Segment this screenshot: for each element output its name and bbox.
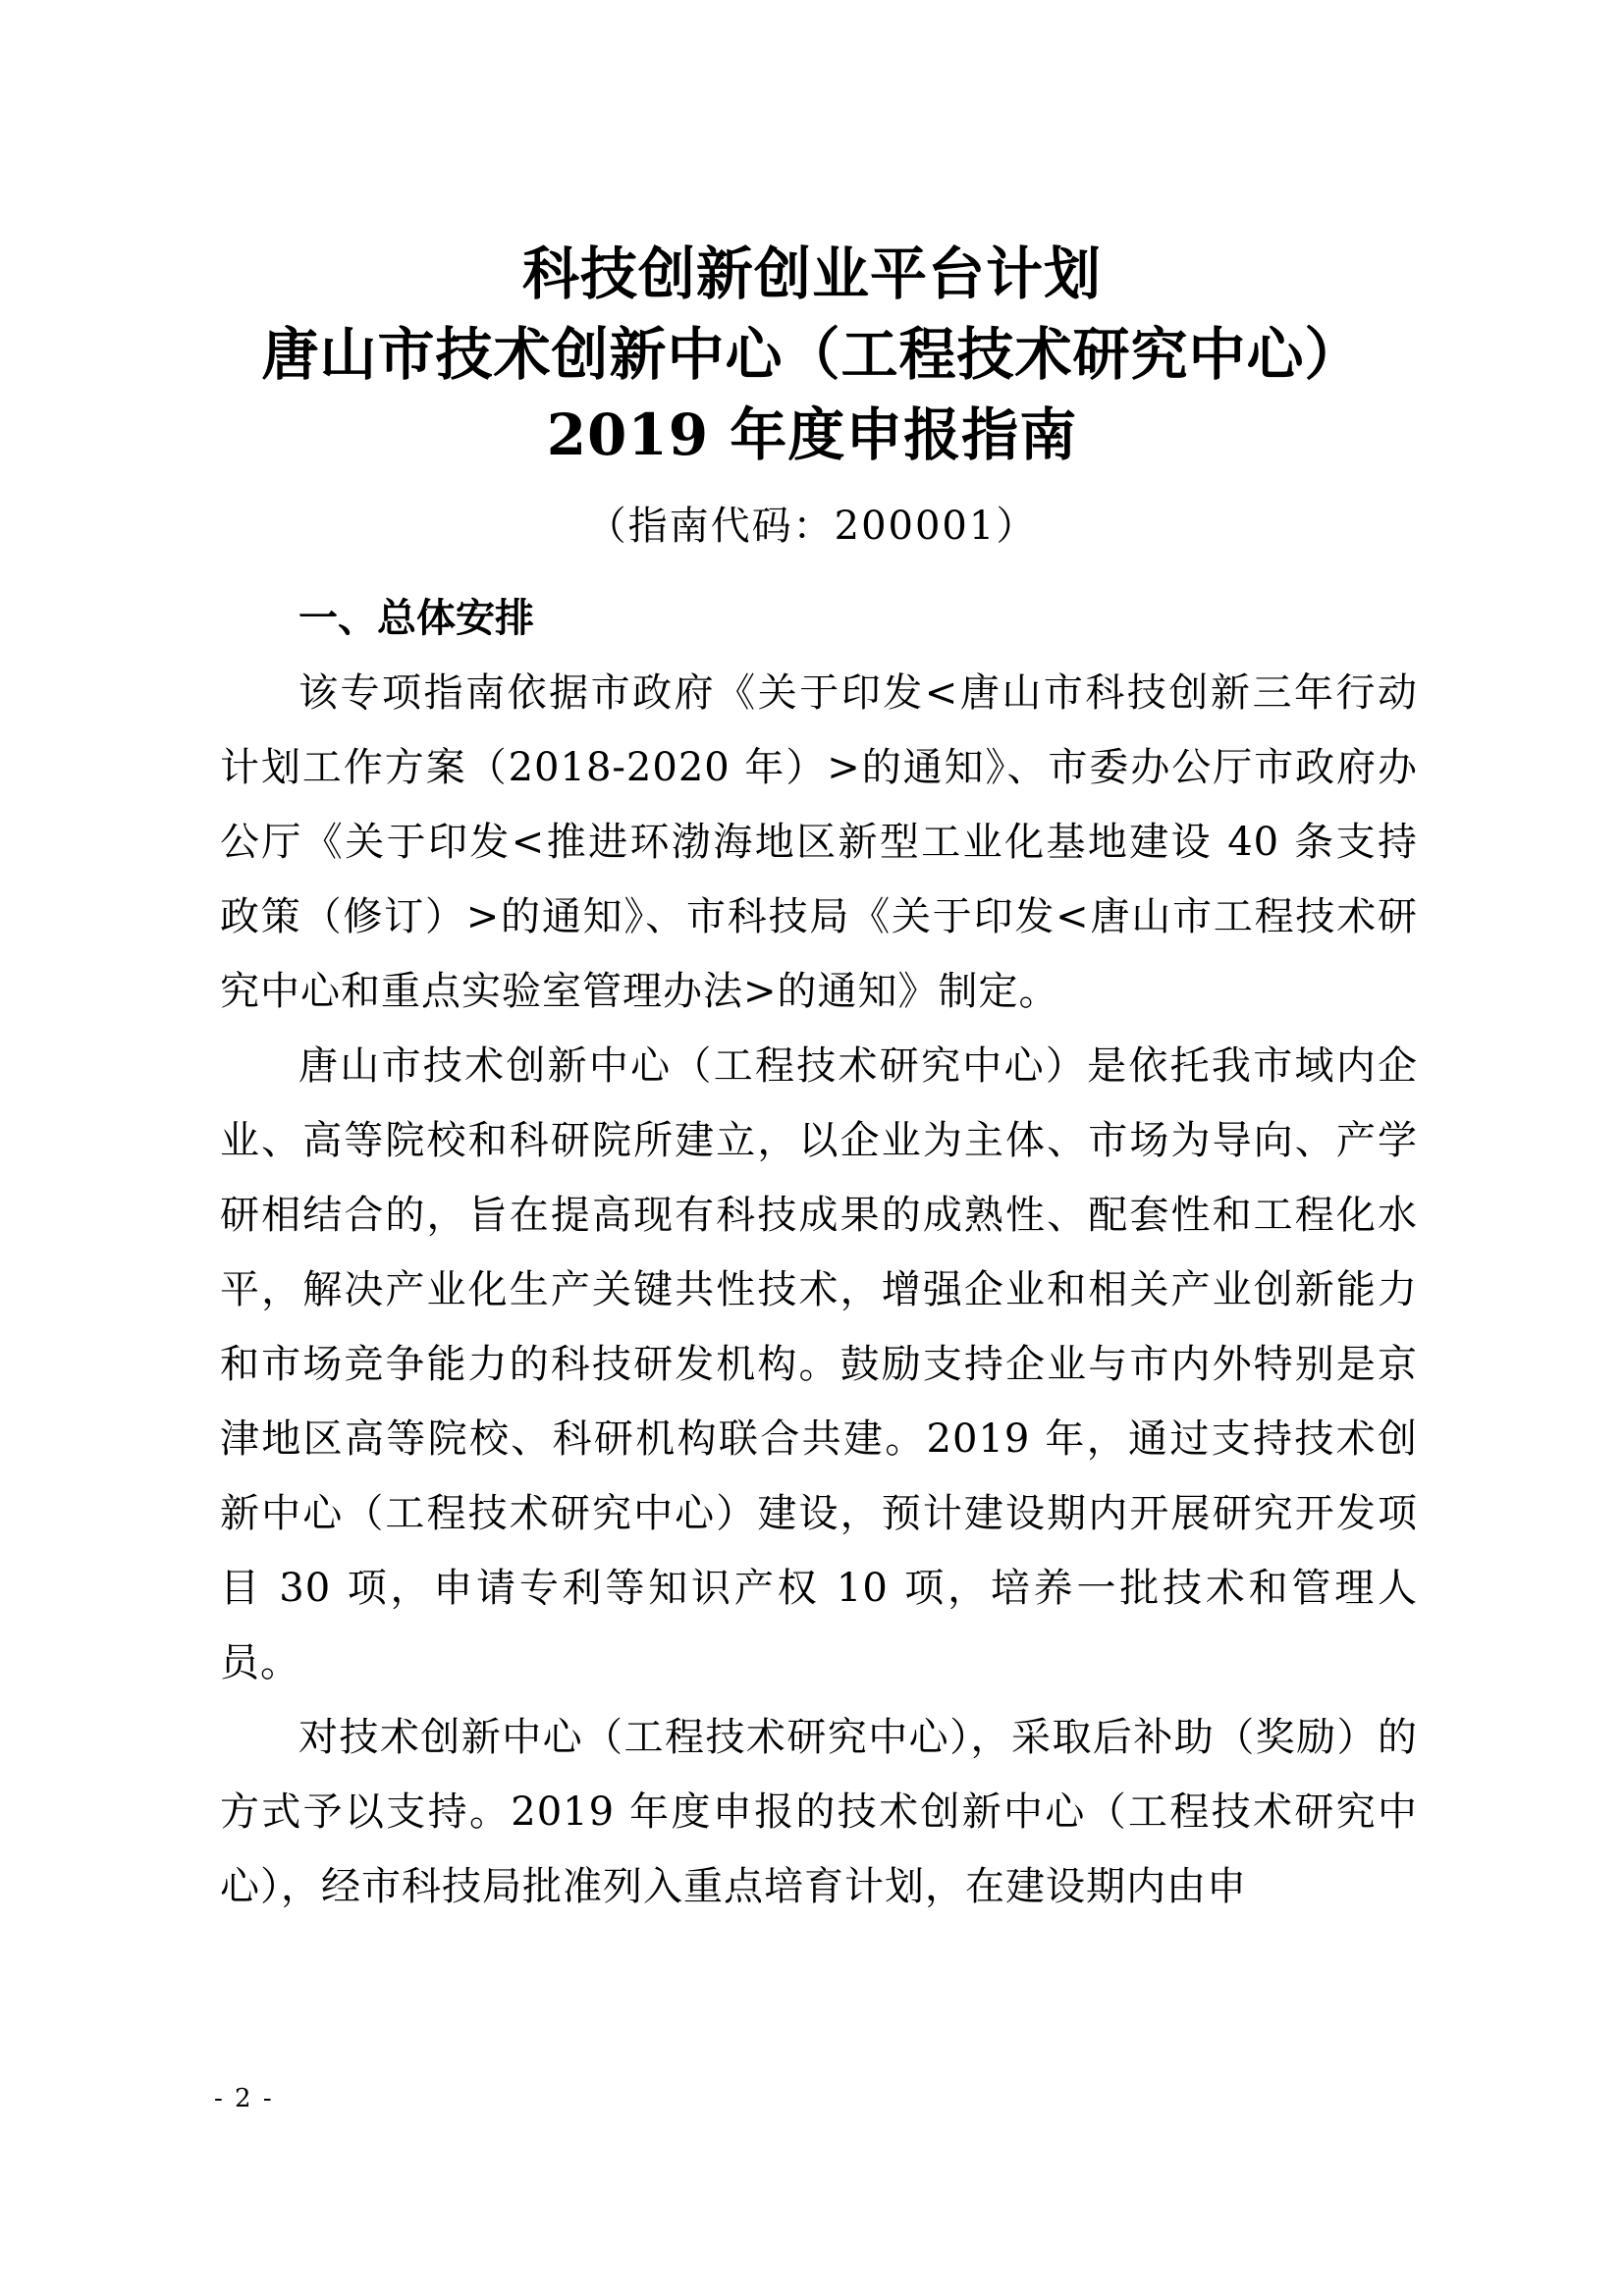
paragraph-2: 唐山市技术创新中心（工程技术研究中心）是依托我市域内企业、高等院校和科研院所建立，以企业为主体、市场为导向、产学研相结合的，旨在提高现有科技成果的成熟性、配套性和工程化水平，解决产业化生产关键共性技术，增强企业和相关产业创新能力和市场竞争能力的科技研发机构。鼓励支持企业与市内外特别是京津地区高等院校、科研机构联合共建。2019 年，通过支持技术创新中心（工程技术研究中心）建设，预计建设期内开展研究开发项目 30 项，申请专利等知识产权 10 项，培养一批技术和管理人员。 [220, 1043, 1418, 1685]
guide-code: （指南代码：200001） [586, 504, 1038, 549]
title-line-1: 科技创新创业平台计划 [521, 240, 1102, 307]
document-title [0, 234, 1624, 475]
section-heading: 一、总体安排 [298, 596, 534, 641]
paragraph-3: 对技术创新中心（工程技术研究中心），采取后补助（奖励）的方式予以支持。2019 年度申报的技术创新中心（工程技术研究中心），经市科技局批准列入重点培育计划，在建设期内由申 [220, 1715, 1418, 1909]
paragraph-1: 该专项指南依据市政府《关于印发<唐山市科技创新三年行动计划工作方案（2018-2020 年）>的通知》、市委办公厅市政府办公厅《关于印发<推进环渤海地区新型工业化基地建设 40 条支持政策（修订）>的通知》、市科技局《关于印发<唐山市工程技术研究中心和重点实验室管理办法>的通知》制定。 [220, 670, 1418, 1014]
page-number: - 2 - [214, 2084, 274, 2113]
title-line-3: 2019 年度申报指南 [546, 401, 1078, 468]
title-line-2: 唐山市技术创新中心（工程技术研究中心） [261, 321, 1363, 388]
document-body [220, 581, 1418, 1924]
